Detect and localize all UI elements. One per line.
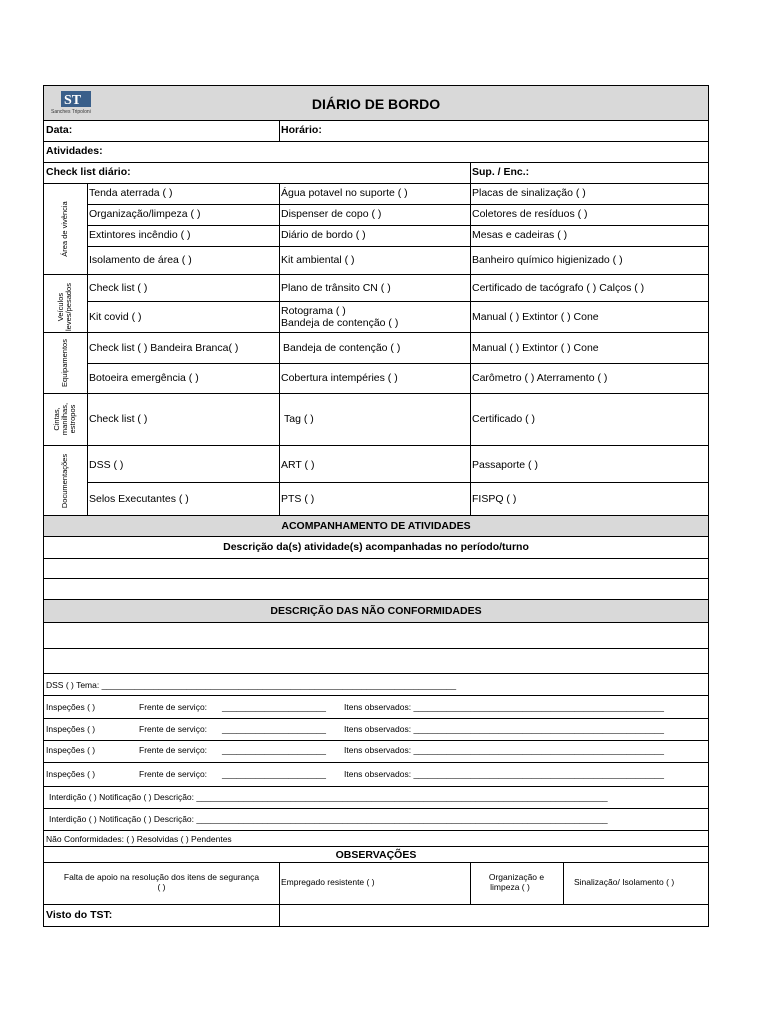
item-dispenser-copo[interactable]: Dispenser de copo ( ) (281, 208, 382, 220)
frente-servico-2-label: Frente de serviço: (139, 724, 208, 734)
acompanhamento-line-2[interactable] (44, 579, 708, 599)
acompanhamento-title: ACOMPANHAMENTO DE ATIVIDADES (281, 520, 471, 532)
item-isolamento-area[interactable]: Isolamento de área ( ) (89, 254, 192, 266)
diario-de-bordo-form (43, 85, 709, 927)
obs-sinalizacao-isolamento[interactable]: Sinalização/ Isolamento ( ) (574, 877, 675, 887)
page-title: DIÁRIO DE BORDO (311, 96, 441, 112)
item-agua-potavel[interactable]: Água potavel no suporte ( ) (281, 187, 408, 199)
item-plano-transito[interactable]: Plano de trânsito CN ( ) (281, 282, 391, 294)
item-certificado[interactable]: Certificado ( ) (472, 413, 536, 425)
item-botoeira[interactable]: Botoeira emergência ( ) (89, 372, 199, 384)
item-diario-bordo[interactable]: Diário de bordo ( ) (281, 229, 366, 241)
item-kit-covid[interactable]: Kit covid ( ) (89, 311, 142, 323)
item-cintas-checklist[interactable]: Check list ( ) (89, 413, 148, 425)
obs-falta-apoio-check[interactable]: ( ) (157, 882, 166, 892)
itens-observados-1[interactable]: Itens observados: _____________________________________________________ (344, 702, 665, 712)
inspecoes-4-check[interactable]: Inspeções ( ) (46, 769, 96, 779)
item-cobertura[interactable]: Cobertura intempéries ( ) (281, 372, 398, 384)
frente-servico-4-label: Frente de serviço: (139, 769, 208, 779)
obs-organizacao: Organização e (488, 872, 545, 882)
logo-text: Sanches Tripoloni (51, 109, 91, 115)
inspecoes-2-check[interactable]: Inspeções ( ) (46, 724, 96, 734)
item-manual-extintor-cone-veic[interactable]: Manual ( ) Extintor ( ) Cone (472, 311, 599, 323)
frente-servico-3-field[interactable]: ______________________ (222, 745, 327, 755)
nao-conformidades-title: DESCRIÇÃO DAS NÃO CONFORMIDADES (270, 605, 482, 617)
sup-enc-label: Sup. / Enc.: (472, 166, 530, 178)
frente-servico-1-field[interactable]: ______________________ (222, 702, 327, 712)
atividades-label: Atividades: (46, 145, 103, 157)
section-cintas: Cintas, manilhas, estropos (52, 402, 77, 436)
item-mesas-cadeiras[interactable]: Mesas e cadeiras ( ) (472, 229, 568, 241)
obs-falta-apoio: Falta de apoio na resolução dos itens de segurança (63, 872, 260, 882)
item-rotograma[interactable]: Rotograma ( ) (281, 305, 346, 317)
obs-limpeza-check[interactable]: limpeza ( ) (490, 882, 530, 892)
nao-conformidade-line-1[interactable] (44, 623, 708, 648)
item-placas-sinalizacao[interactable]: Placas de sinalização ( ) (472, 187, 586, 199)
horario-label: Horário: (281, 124, 322, 136)
itens-observados-2[interactable]: Itens observados: _____________________________________________________ (344, 724, 665, 734)
item-fispq[interactable]: FISPQ ( ) (472, 493, 517, 505)
checklist-label: Check list diário: (46, 166, 131, 178)
item-art[interactable]: ART ( ) (281, 459, 315, 471)
item-manual-extintor-cone-equip[interactable]: Manual ( ) Extintor ( ) Cone (472, 342, 599, 354)
observacoes-title: OBSERVAÇÕES (335, 849, 417, 861)
item-extintores[interactable]: Extintores incêndio ( ) (89, 229, 191, 241)
item-dss[interactable]: DSS ( ) (89, 459, 124, 471)
nao-conformidades-status[interactable]: Não Conformidades: ( ) Resolvidas ( ) Pendentes (46, 834, 232, 844)
item-kit-ambiental[interactable]: Kit ambiental ( ) (281, 254, 355, 266)
item-carometro[interactable]: Carômetro ( ) Aterramento ( ) (472, 372, 608, 384)
inspecoes-1-check[interactable]: Inspeções ( ) (46, 702, 96, 712)
item-tenda-aterrada[interactable]: Tenda aterrada ( ) (89, 187, 173, 199)
acompanhamento-line-1[interactable] (44, 559, 708, 578)
item-passaporte[interactable]: Passaporte ( ) (472, 459, 538, 471)
interdicao-1-line[interactable]: Interdição ( ) Notificação ( ) Descrição: _______________________________________________________________________________________ (49, 792, 608, 802)
inspecoes-3-check[interactable]: Inspeções ( ) (46, 745, 96, 755)
item-certificado-tacografo[interactable]: Certificado de tacógrafo ( ) Calços ( ) (472, 282, 645, 294)
section-documentacoes: Documentações (60, 453, 69, 509)
item-coletores-residuos[interactable]: Coletores de resíduos ( ) (472, 208, 588, 220)
item-organizacao-limpeza[interactable]: Organização/limpeza ( ) (89, 208, 201, 220)
section-area-vivencia: Área de vivência (60, 201, 69, 257)
data-label: Data: (46, 124, 73, 136)
item-bandeja-contencao-equip[interactable]: Bandeja de contenção ( ) (283, 342, 401, 354)
nao-conformidade-line-2[interactable] (44, 649, 708, 673)
frente-servico-4-field[interactable]: ______________________ (222, 769, 327, 779)
dss-tema-line[interactable]: DSS ( ) Tema: ___________________________________________________________________________ (46, 680, 457, 690)
itens-observados-3[interactable]: Itens observados: _____________________________________________________ (344, 745, 665, 755)
frente-servico-2-field[interactable]: ______________________ (222, 724, 327, 734)
item-selos-executantes[interactable]: Selos Executantes ( ) (89, 493, 189, 505)
svg-text:ST: ST (64, 93, 82, 108)
itens-observados-4[interactable]: Itens observados: _____________________________________________________ (344, 769, 665, 779)
item-equip-checklist[interactable]: Check list ( ) Bandeira Branca( ) (89, 342, 239, 354)
acompanhamento-subtitle: Descrição da(s) atividade(s) acompanhadas no período/turno (223, 541, 529, 553)
item-banheiro-quimico[interactable]: Banheiro químico higienizado ( ) (472, 254, 623, 266)
item-bandeja-contencao-veic[interactable]: Bandeja de contenção ( ) (281, 317, 399, 329)
frente-servico-1-label: Frente de serviço: (139, 702, 208, 712)
item-pts[interactable]: PTS ( ) (281, 493, 315, 505)
interdicao-2-line[interactable]: Interdição ( ) Notificação ( ) Descrição: _______________________________________________________________________________________ (49, 814, 608, 824)
obs-empregado-resistente[interactable]: Empregado resistente ( ) (281, 877, 375, 887)
section-equipamentos: Equipamentos (60, 339, 69, 387)
visto-tst-label: Visto do TST: (46, 909, 113, 921)
item-veic-checklist[interactable]: Check list ( ) (89, 282, 148, 294)
section-veiculos: Veículos leves/pesados (56, 283, 73, 331)
visto-tst-field[interactable] (280, 905, 708, 926)
frente-servico-3-label: Frente de serviço: (139, 745, 208, 755)
item-tag[interactable]: Tag ( ) (284, 413, 314, 425)
